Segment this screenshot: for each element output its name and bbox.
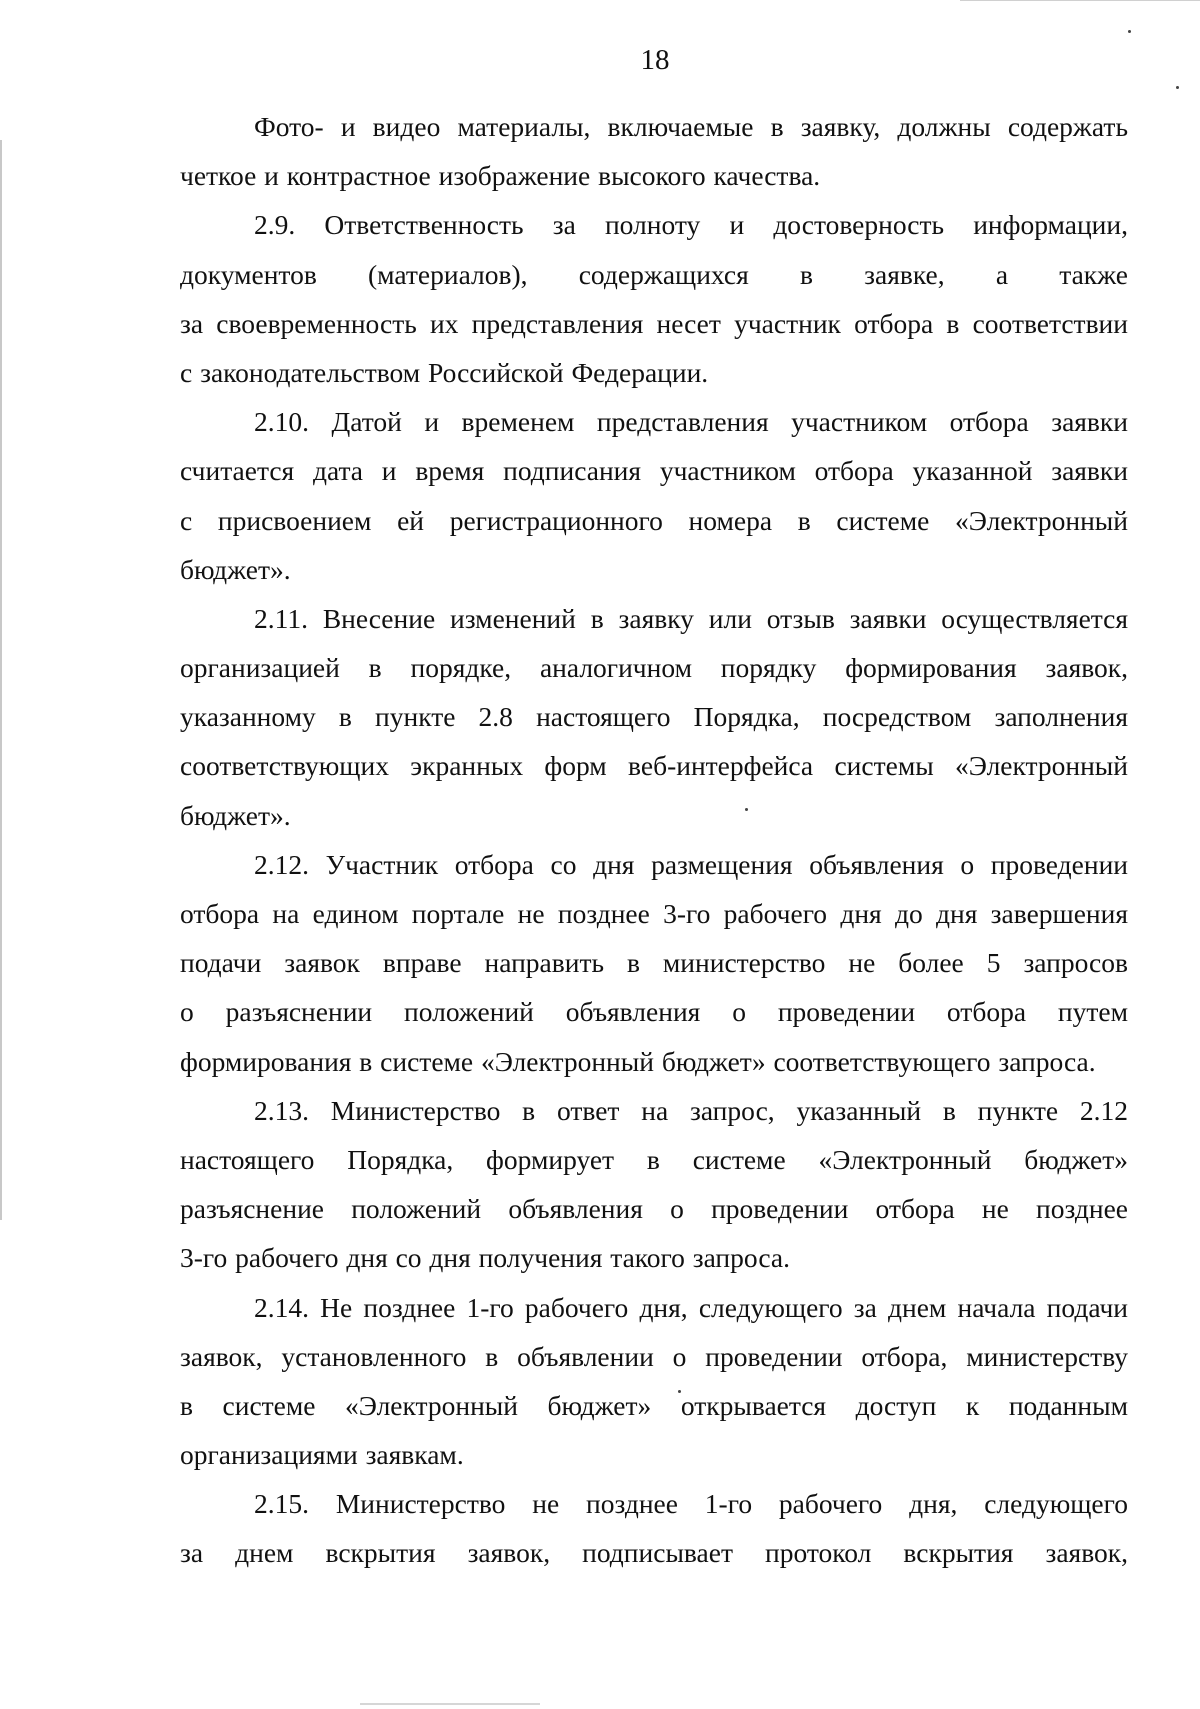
- text-line: бюджет».: [180, 799, 291, 831]
- text-line: 2.15. Министерство не позднее 1-го рабочего дня, следующего: [254, 1488, 1128, 1520]
- text-line: за своевременность их представления несет участник отбора в соответствии: [180, 307, 1128, 339]
- text-line: с законодательством Российской Федерации.: [180, 356, 709, 388]
- text-line: подачи заявок вправе направить в министерство не более 5 запросов: [180, 947, 1128, 979]
- text-line: организацией в порядке, аналогичном порядку формирования заявок,: [180, 652, 1128, 684]
- text-line: формирования в системе «Электронный бюджет» соответствующего запроса.: [180, 1045, 1096, 1077]
- text-line: считается дата и время подписания участником отбора указанной заявки: [180, 455, 1128, 487]
- text-line: 2.9. Ответственность за полноту и достоверность информации,: [254, 209, 1128, 241]
- text-line: 2.11. Внесение изменений в заявку или отзыв заявки осуществляется: [254, 602, 1128, 634]
- scan-edge-bottom: [360, 1703, 540, 1705]
- text-line: 3-го рабочего дня со дня получения такого запроса.: [180, 1242, 790, 1274]
- text-line: указанному в пункте 2.8 настоящего Порядка, посредством заполнения: [180, 701, 1128, 733]
- text-line: документов (материалов), содержащихся в заявке, а также: [180, 258, 1128, 290]
- text-line: в системе «Электронный бюджет» открывается доступ к поданным: [180, 1389, 1128, 1421]
- text-line: за днем вскрытия заявок, подписывает протокол вскрытия заявок,: [180, 1537, 1128, 1569]
- text-line: отбора на едином портале не позднее 3-го рабочего дня до дня завершения: [180, 898, 1128, 929]
- scan-speck: [1128, 30, 1131, 33]
- scan-edge-left: [0, 140, 2, 1220]
- text-line: соответствующих экранных форм веб-интерфейса системы «Электронный: [180, 750, 1128, 782]
- text-line: организациями заявкам.: [180, 1439, 464, 1471]
- text-line: Фото- и видео материалы, включаемые в заявку, должны содержать: [254, 111, 1128, 142]
- text-line: настоящего Порядка, формирует в системе «Электронный бюджет»: [180, 1143, 1128, 1175]
- text-line: бюджет».: [180, 553, 291, 585]
- text-line: четкое и контрастное изображение высокого качества.: [180, 160, 821, 192]
- text-line: заявок, установленного в объявлении о проведении отбора, министерству: [180, 1340, 1128, 1372]
- text-line: 2.13. Министерство в ответ на запрос, указанный в пункте 2.12: [254, 1094, 1128, 1126]
- text-line: 2.12. Участник отбора со дня размещения объявления о проведении: [254, 848, 1128, 880]
- text-line: о разъяснении положений объявления о проведении отбора путем: [180, 996, 1128, 1028]
- scan-edge-top: [960, 0, 1200, 1]
- text-line: разъяснение положений объявления о проведении отбора не позднее: [180, 1193, 1128, 1225]
- text-line: 2.14. Не позднее 1-го рабочего дня, следующего за днем начала подачи: [254, 1291, 1128, 1323]
- page-number: 18: [640, 44, 670, 76]
- text-line: 2.10. Датой и временем представления участником отбора заявки: [254, 406, 1128, 438]
- document-body: [180, 102, 1128, 1578]
- scan-speck: [1176, 86, 1179, 89]
- text-line: с присвоением ей регистрационного номера в системе «Электронный: [180, 504, 1128, 536]
